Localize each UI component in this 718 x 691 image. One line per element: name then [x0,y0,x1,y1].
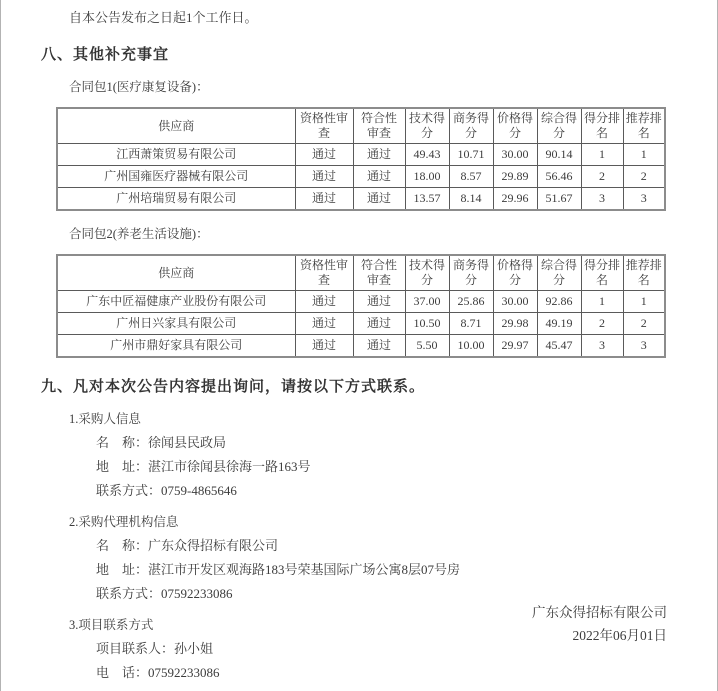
table-cell: 90.14 [537,144,581,166]
table-cell: 广州培瑞贸易有限公司 [57,188,295,211]
table-cell: 通过 [353,291,405,313]
section-9-heading: 九、凡对本次公告内容提出询问，请按以下方式联系。 [41,379,426,395]
purchaser-info-heading: 1.采购人信息 [69,412,141,426]
table-cell: 广州国雍医疗器械有限公司 [57,166,295,188]
agency-name: 广东众得招标有限公司 [148,538,279,553]
table-cell: 通过 [295,166,353,188]
column-header: 商务得分 [449,255,493,291]
table-row [57,291,665,313]
signature-date: 2022年06月01日 [572,628,667,643]
project-phone: 07592233086 [148,665,220,680]
table-cell: 49.19 [537,313,581,335]
column-header: 资格性审查 [295,255,353,291]
table-cell: 通过 [353,144,405,166]
signature-block [532,601,667,647]
table-cell: 1 [581,144,623,166]
table-cell: 1 [581,291,623,313]
table-cell: 30.00 [493,144,537,166]
table-cell: 29.89 [493,166,537,188]
column-header: 价格得分 [493,108,537,144]
table-cell: 30.00 [493,291,537,313]
column-header: 价格得分 [493,255,537,291]
package-2-score-table [56,254,666,358]
table-cell: 1 [623,144,665,166]
field-label: 地 址： [96,459,149,474]
table-cell: 2 [623,166,665,188]
project-contact-person: 孙小姐 [174,641,214,656]
table-cell: 通过 [295,144,353,166]
column-header: 综合得分 [537,255,581,291]
validity-note: 自本公告发布之日起1个工作日。 [69,10,258,25]
table-cell: 56.46 [537,166,581,188]
agency-name-line [1,530,717,554]
table-cell: 2 [581,313,623,335]
agency-address: 湛江市开发区观海路183号荣基国际广场公寓8层07号房 [148,562,461,577]
signature-company: 广东众得招标有限公司 [532,605,667,620]
agency-phone: 07592233086 [161,586,233,601]
field-label: 名 称： [96,435,149,450]
field-label: 电 话： [96,665,149,680]
package-1-label: 合同包1(医疗康复设备)： [69,80,209,94]
column-header: 符合性审查 [353,255,405,291]
table-cell: 1 [623,291,665,313]
table-cell: 2 [623,313,665,335]
table-cell: 2 [581,166,623,188]
table-cell: 10.00 [449,335,493,358]
table-cell: 8.71 [449,313,493,335]
table-header-row [57,108,665,144]
table-cell: 通过 [295,313,353,335]
column-header: 商务得分 [449,108,493,144]
column-header: 供应商 [57,255,295,291]
purchaser-phone-line [1,475,717,499]
field-label: 联系方式： [96,586,162,601]
table-row [57,166,665,188]
purchaser-address: 湛江市徐闻县徐海一路163号 [148,459,311,474]
column-header: 供应商 [57,108,295,144]
table-cell: 通过 [353,313,405,335]
table-cell: 3 [623,188,665,211]
package-1-score-table [56,107,666,211]
table-cell: 29.97 [493,335,537,358]
purchaser-name: 徐闻县民政局 [148,435,227,450]
table-cell: 13.57 [405,188,449,211]
table-cell: 5.50 [405,335,449,358]
purchaser-name-line [1,427,717,451]
table-cell: 3 [581,335,623,358]
column-header: 技术得分 [405,255,449,291]
field-label: 项目联系人： [96,641,175,656]
table-row [57,144,665,166]
table-header-row [57,255,665,291]
column-header: 符合性审查 [353,108,405,144]
agency-info-heading: 2.采购代理机构信息 [69,515,179,529]
purchaser-address-line [1,451,717,475]
column-header: 资格性审查 [295,108,353,144]
table-cell: 江西萧策贸易有限公司 [57,144,295,166]
project-contact-heading: 3.项目联系方式 [69,618,154,632]
package-2-label: 合同包2(养老生活设施)： [69,227,209,241]
table-cell: 3 [581,188,623,211]
field-label: 地 址： [96,562,149,577]
purchaser-phone: 0759-4865646 [161,483,237,498]
table-cell: 通过 [295,291,353,313]
section-8-heading: 八、其他补充事宜 [41,47,170,63]
table-cell: 25.86 [449,291,493,313]
column-header: 综合得分 [537,108,581,144]
table-cell: 51.67 [537,188,581,211]
table-cell: 通过 [295,188,353,211]
table-cell: 8.57 [449,166,493,188]
field-label: 名 称： [96,538,149,553]
table-cell: 通过 [295,335,353,358]
field-label: 联系方式： [96,483,162,498]
table-cell: 3 [623,335,665,358]
table-cell: 通过 [353,188,405,211]
column-header: 技术得分 [405,108,449,144]
table-cell: 10.71 [449,144,493,166]
column-header: 得分排名 [581,255,623,291]
table-cell: 广州市鼎好家具有限公司 [57,335,295,358]
table-cell: 通过 [353,166,405,188]
column-header: 推荐排名 [623,255,665,291]
project-phone-line [1,657,717,681]
table-cell: 广东中匠福健康产业股份有限公司 [57,291,295,313]
table-cell: 92.86 [537,291,581,313]
table-cell: 10.50 [405,313,449,335]
table-cell: 37.00 [405,291,449,313]
table-cell: 广州日兴家具有限公司 [57,313,295,335]
table-row [57,313,665,335]
table-row [57,188,665,211]
agency-phone-line [1,578,717,602]
column-header: 推荐排名 [623,108,665,144]
table-cell: 49.43 [405,144,449,166]
column-header: 得分排名 [581,108,623,144]
table-row [57,335,665,358]
agency-address-line [1,554,717,578]
table-cell: 29.96 [493,188,537,211]
table-cell: 通过 [353,335,405,358]
table-cell: 29.98 [493,313,537,335]
table-cell: 8.14 [449,188,493,211]
table-cell: 45.47 [537,335,581,358]
table-cell: 18.00 [405,166,449,188]
